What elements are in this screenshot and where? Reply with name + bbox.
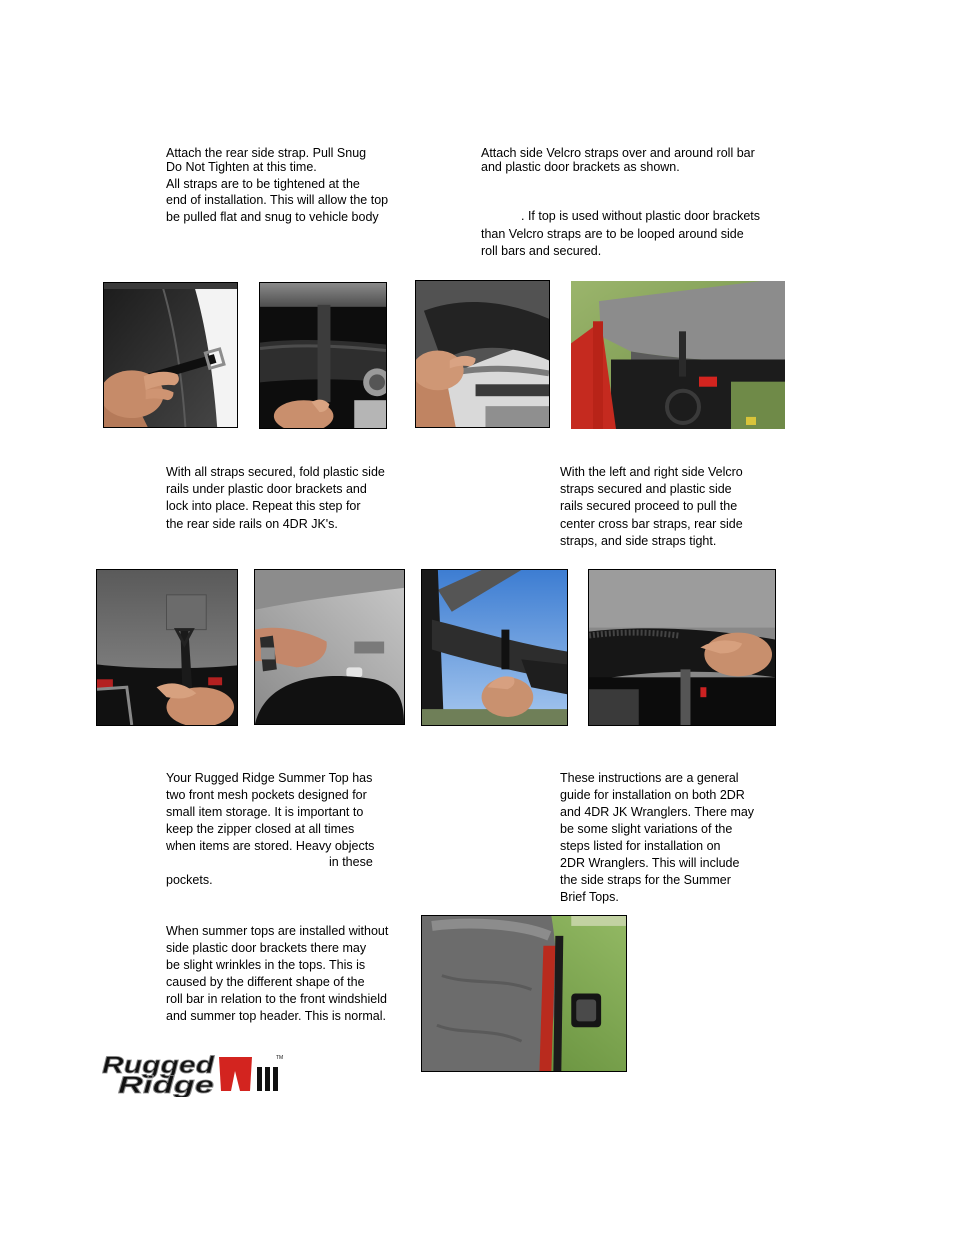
photo-rear-side-strap	[103, 282, 238, 428]
photo-installed-side-view	[571, 281, 785, 429]
instruction-line: two front mesh pockets designed for	[166, 788, 367, 802]
instruction-line: straps secured and plastic side	[560, 482, 732, 496]
grille-icon	[219, 1057, 278, 1091]
instruction-line: With the left and right side Velcro	[560, 465, 743, 479]
mesh-pockets-notes	[166, 771, 398, 889]
instruction-line: straps, and side straps tight.	[560, 534, 717, 548]
instruction-line: end of installation. This will allow the top	[166, 193, 389, 207]
soft-top	[422, 916, 557, 1071]
instruction-line: 2DR Wranglers. This will include	[560, 856, 740, 870]
soft-top	[589, 570, 775, 628]
instruction-line: Do Not Tighten at this time.	[166, 160, 317, 174]
photo-strap-under-top	[96, 569, 238, 726]
instruction-line: the rear side rails on 4DR JK's.	[166, 517, 338, 531]
instruction-line: pockets.	[166, 873, 213, 887]
trademark-mark: TM	[276, 1055, 284, 1061]
note-line: roll bars and secured.	[481, 244, 602, 258]
wrinkles-notes	[166, 924, 406, 1024]
instruction-line: guide for installation on both 2DR	[560, 788, 745, 802]
instruction-line: With all straps secured, fold plastic side	[166, 465, 385, 479]
fold-rails-instructions	[166, 465, 398, 537]
instruction-line: in these	[329, 855, 373, 869]
instruction-line: steps listed for installation on	[560, 839, 721, 853]
general-guide-notes	[560, 771, 770, 906]
instruction-line: be slight wrinkles in the tops. This is	[166, 958, 366, 972]
instruction-line: caused by the different shape of the	[166, 975, 365, 989]
instruction-line: center cross bar straps, rear side	[560, 517, 743, 531]
instruction-line: rails under plastic door brackets and	[166, 482, 367, 496]
note-line: than Velcro straps are to be looped around side	[481, 227, 744, 241]
logo-word-rugged: Rugged	[102, 1052, 216, 1079]
strap	[501, 630, 509, 670]
instruction-line: small item storage. It is important to	[166, 805, 364, 819]
strap	[318, 305, 331, 402]
instruction-line: be pulled flat and snug to vehicle body	[166, 210, 379, 224]
instruction-line: Your Rugged Ridge Summer Top has	[166, 771, 373, 785]
instruction-line: All straps are to be tightened at the	[166, 177, 360, 191]
instruction-line: When summer tops are installed without	[166, 924, 389, 938]
instruction-line: Brief Tops.	[560, 890, 619, 904]
soft-top-edge	[260, 283, 386, 307]
instruction-line: and 4DR JK Wranglers. There may	[560, 805, 755, 819]
instruction-line: be some slight variations of the	[560, 822, 733, 836]
instruction-line: lock into place. Repeat this step for	[166, 499, 361, 513]
instruction-line: side plastic door brackets there may	[166, 941, 367, 955]
note-line: . If top is used without plastic door brackets	[521, 209, 761, 223]
photo-fold-side-rail	[254, 569, 405, 725]
instruction-line: and plastic door brackets as shown.	[481, 160, 680, 174]
instruction-line: These instructions are a general	[560, 771, 739, 785]
rugged-ridge-logo	[100, 1051, 286, 1097]
mesh-pocket	[589, 633, 679, 636]
instruction-line: rails secured proceed to pull the	[560, 499, 738, 513]
photo-pull-strap-outdoors	[421, 569, 568, 726]
instruction-line: the side straps for the Summer	[560, 873, 731, 887]
strap	[679, 331, 686, 376]
instruction-line: Attach side Velcro straps over and around roll bar	[481, 146, 755, 160]
watch	[261, 647, 275, 659]
photo-velcro-over-roll-bar	[415, 280, 550, 428]
instruction-line: roll bar in relation to the front windshield	[166, 992, 387, 1006]
instruction-line: and summer top header. This is normal.	[166, 1009, 387, 1023]
instruction-line: Attach the rear side strap. Pull Snug	[166, 146, 367, 160]
velcro-strap-instructions	[481, 146, 771, 260]
tighten-straps-instructions	[560, 465, 760, 551]
photo-strap-through-roll-bar	[259, 282, 387, 429]
fabric-patch	[167, 595, 207, 630]
rear-strap-instructions	[166, 146, 398, 226]
photo-tighten-side-strap	[588, 569, 776, 726]
logo-word-ridge: Ridge	[118, 1072, 214, 1097]
photo-installed-front-corner	[421, 915, 627, 1072]
instruction-line: when items are stored. Heavy objects	[166, 839, 375, 853]
bracket	[354, 642, 384, 654]
instruction-line: keep the zipper closed at all times	[166, 822, 355, 836]
